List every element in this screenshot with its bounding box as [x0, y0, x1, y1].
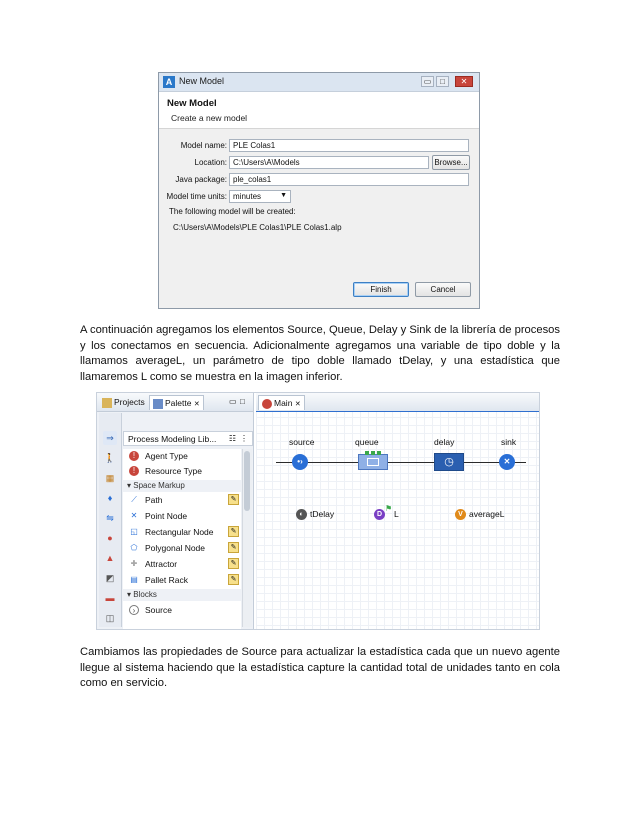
palette-item-label: Path — [145, 495, 163, 505]
maximize-view-icon[interactable]: □ — [240, 397, 245, 406]
pictures-library-icon[interactable]: ▬ — [105, 593, 115, 603]
palette-scrollbar[interactable] — [242, 449, 252, 627]
created-label: The following model will be created: — [169, 207, 296, 216]
var-averagel-label[interactable]: averageL — [469, 509, 505, 519]
point-node-icon: ✕ — [130, 511, 138, 520]
connectivity-library-icon[interactable]: ◫ — [105, 613, 115, 623]
road-library-icon[interactable]: ⇋ — [106, 513, 114, 523]
param-tdelay-label[interactable]: tDelay — [310, 509, 335, 519]
palette-item-resource-type[interactable] — [123, 464, 241, 478]
palette-item-source[interactable] — [123, 603, 241, 617]
statistics-flag-icon: ⚑ — [385, 504, 393, 513]
palette-icon — [153, 399, 163, 409]
section-label: Space Markup — [133, 481, 185, 490]
dialog-description: Create a new model — [171, 113, 248, 123]
tab-projects-label: Projects — [114, 397, 145, 407]
dialog-titlebar — [159, 73, 479, 92]
paragraph-2: Cambiamos las propiedades de Source para actualizar la estadística cada que un nuevo agente llegue al sistema haciendo que la estadística capture la cantidad total de unidades tanto en cola como en servicio. — [80, 646, 560, 689]
palette-item-rectangular-node[interactable] — [123, 525, 241, 539]
statistics-icon[interactable]: D — [374, 509, 385, 520]
view-menu-icon[interactable]: ⋮ — [240, 434, 248, 443]
canvas-frame-line — [256, 411, 540, 412]
palette-item-point-node[interactable] — [123, 509, 241, 523]
flow-connector[interactable] — [276, 462, 526, 463]
anylogic-ide — [96, 392, 540, 630]
palette-list — [123, 449, 241, 629]
queue-label: queue — [355, 437, 379, 447]
process-library-icon[interactable]: ⇒ — [103, 431, 117, 445]
sink-block-icon[interactable]: ✕ — [499, 454, 515, 470]
palette-item-label: Point Node — [145, 511, 188, 521]
palette-item-attractor[interactable] — [123, 557, 241, 571]
stat-l-label[interactable]: L — [394, 509, 399, 519]
java-package-label: Java package: — [175, 175, 227, 184]
chevron-down-icon: ▼ — [280, 192, 287, 199]
rail-library-icon[interactable]: ▦ — [105, 473, 115, 483]
finish-button[interactable]: Finish — [353, 282, 409, 297]
palette-item-agent-type[interactable] — [123, 449, 241, 463]
java-package-field[interactable]: ple_colas1 — [229, 173, 469, 186]
agent-type-icon: ! — [129, 451, 139, 461]
section-blocks[interactable] — [123, 589, 241, 601]
tab-main[interactable] — [258, 395, 305, 410]
palette-item-label: Pallet Rack — [145, 575, 188, 585]
rectangular-node-icon: ◱ — [130, 527, 138, 536]
tab-palette[interactable] — [149, 395, 204, 410]
time-units-select[interactable] — [229, 190, 291, 203]
location-field[interactable]: C:\Users\A\Models — [229, 156, 429, 169]
pencil-icon[interactable]: ✎ — [228, 542, 239, 553]
section-space-markup[interactable] — [123, 480, 241, 492]
library-header — [123, 431, 253, 446]
anylogic-app-icon: A — [163, 76, 175, 88]
delay-block-icon[interactable]: ◷ — [434, 453, 464, 471]
pedestrian-library-icon[interactable]: 🚶 — [104, 453, 116, 463]
close-icon[interactable]: ✕ — [294, 401, 301, 408]
view-grid-icon[interactable]: ☷ — [228, 434, 236, 443]
pencil-icon[interactable]: ✎ — [228, 558, 239, 569]
editor-tabbar — [256, 393, 540, 412]
created-path: C:\Users\A\Models\PLE Colas1\PLE Colas1.alp — [173, 223, 342, 232]
variable-icon[interactable]: V — [455, 509, 466, 520]
queue-slots-icon — [367, 458, 379, 466]
palette-item-path[interactable] — [123, 493, 241, 507]
attractor-icon: ✛ — [130, 559, 138, 568]
window-title: New Model — [179, 76, 225, 86]
palette-item-label: Polygonal Node — [145, 543, 206, 553]
sink-label: sink — [501, 437, 517, 447]
close-button[interactable]: ✕ — [455, 76, 473, 87]
library-title: Process Modeling Lib... — [128, 434, 217, 444]
model-canvas[interactable] — [256, 393, 540, 629]
palette-item-pallet-rack[interactable] — [123, 573, 241, 587]
path-icon: ⟋ — [131, 495, 137, 504]
source-icon: › — [129, 605, 139, 615]
agent-library-icon[interactable]: ● — [107, 533, 113, 543]
new-model-dialog — [158, 72, 480, 309]
minimize-view-icon[interactable]: ▭ — [229, 397, 237, 406]
agent-icon — [262, 399, 272, 409]
queue-port-icon — [377, 451, 381, 455]
browse-button[interactable]: Browse... — [432, 155, 470, 170]
palette-item-label: Source — [145, 605, 172, 615]
palette-pane — [97, 393, 254, 629]
tab-main-label: Main — [274, 398, 293, 408]
queue-port-icon — [371, 451, 375, 455]
source-block-icon[interactable]: •› — [292, 454, 308, 470]
left-tabbar — [97, 393, 253, 412]
palette-category-strip — [99, 413, 122, 627]
model-name-label: Model name: — [180, 141, 227, 150]
close-icon[interactable]: ✕ — [193, 401, 200, 408]
palette-item-label: Agent Type — [145, 451, 188, 461]
dialog-heading: New Model — [167, 98, 217, 109]
location-label: Location: — [194, 158, 227, 167]
pencil-icon[interactable]: ✎ — [228, 526, 239, 537]
tab-palette-label: Palette — [165, 398, 192, 408]
chevron-down-icon: ▾ — [127, 481, 132, 490]
maximize-button[interactable]: □ — [436, 76, 449, 87]
cancel-button[interactable]: Cancel — [415, 282, 471, 297]
created-path-box — [170, 221, 468, 279]
palette-item-label: Attractor — [145, 559, 178, 569]
model-name-field[interactable]: PLE Colas1 — [229, 139, 469, 152]
queue-block-icon[interactable] — [358, 454, 388, 470]
fluid-library-icon[interactable]: ♦ — [107, 493, 113, 503]
time-units-value: minutes — [233, 192, 262, 201]
source-label: source — [289, 437, 315, 447]
queue-port-icon — [365, 451, 369, 455]
section-label: Blocks — [133, 590, 157, 599]
delay-label: delay — [434, 437, 455, 447]
pencil-icon[interactable]: ✎ — [228, 574, 239, 585]
projects-icon — [102, 398, 112, 408]
resource-type-icon: ! — [129, 466, 139, 476]
presentation-library-icon[interactable]: ◩ — [105, 573, 115, 583]
palette-item-label: Rectangular Node — [145, 527, 214, 537]
polygonal-node-icon: ⬠ — [130, 543, 138, 552]
pencil-icon[interactable]: ✎ — [228, 494, 239, 505]
pallet-rack-icon: ▤ — [130, 575, 138, 584]
scrollbar-thumb[interactable] — [244, 451, 250, 511]
palette-item-polygonal-node[interactable] — [123, 541, 241, 555]
analysis-library-icon[interactable]: ▲ — [105, 553, 115, 563]
chevron-down-icon: ▾ — [127, 590, 132, 599]
time-units-label: Model time units: — [166, 192, 227, 201]
dialog-header — [159, 92, 479, 129]
tab-projects[interactable] — [99, 395, 148, 410]
parameter-icon[interactable]: ◐ — [296, 509, 307, 520]
paragraph-1: A continuación agregamos los elementos Source, Queue, Delay y Sink de la librería de procesos y los conectamos en secuencia. Adicionalmente agregamos una variable de tipo doble y la llamamos averageL, un parámetro de tipo doble llamado tDelay, y una estadística que llamaremos L como se muestra en la imagen inferior. — [80, 324, 560, 383]
minimize-button[interactable]: ▭ — [421, 76, 434, 87]
palette-item-label: Resource Type — [145, 466, 203, 476]
